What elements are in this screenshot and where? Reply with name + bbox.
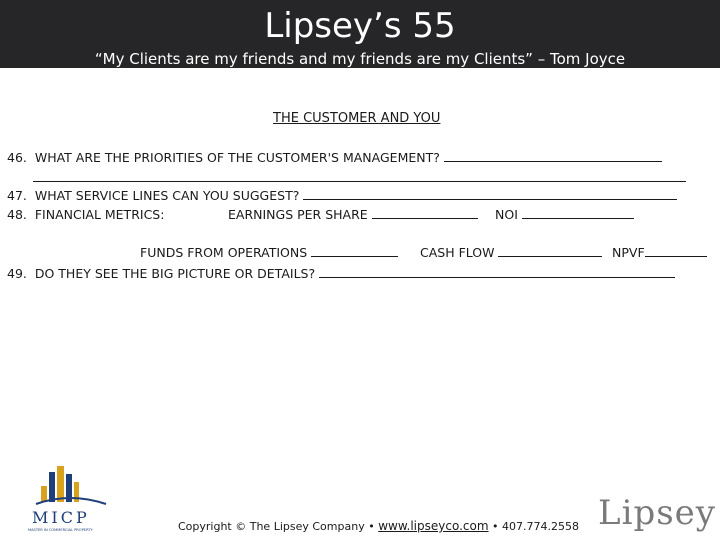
page-title: Lipsey’s 55 [264,6,456,46]
question-text: FINANCIAL METRICS: [34,207,165,222]
answer-blank[interactable] [522,208,634,219]
metric-npvf [612,245,707,260]
answer-line[interactable] [33,181,686,182]
answer-blank[interactable] [303,189,677,200]
metric-eps [228,207,478,222]
question-text: WHAT ARE THE PRIORITIES OF THE CUSTOMER'S MANAGEMENT? [34,150,440,165]
question-text: DO THEY SEE THE BIG PICTURE OR DETAILS? [34,266,316,281]
footer-website-link[interactable]: www.lipseyco.com [378,519,489,533]
question-49 [7,266,675,281]
metric-label: EARNINGS PER SHARE [228,207,368,222]
micp-logo-text: MICP [32,508,90,527]
footer [178,519,579,533]
micp-logo-tagline: MASTER IN COMMERCIAL PROPERTY [28,528,93,532]
lipsey-logo: Lipsey [598,493,716,533]
metric-label: NPVF [612,245,645,260]
answer-blank[interactable] [444,151,662,162]
question-text: WHAT SERVICE LINES CAN YOU SUGGEST? [34,188,300,203]
question-number: 48. [7,207,27,222]
metric-noi [495,207,634,222]
header-banner [0,0,720,68]
section-title: THE CUSTOMER AND YOU [273,111,441,126]
answer-blank[interactable] [319,267,675,278]
metric-label: NOI [495,207,518,222]
question-number: 49. [7,266,27,281]
metric-ffo [140,245,398,260]
metric-label: CASH FLOW [420,245,495,260]
answer-blank[interactable] [498,246,602,257]
metric-cash-flow [420,245,602,260]
page-subtitle-quote: “My Clients are my friends and my friends are my Clients” – Tom Joyce [94,50,626,68]
micp-logo [28,462,112,536]
answer-blank[interactable] [645,246,707,257]
answer-blank[interactable] [372,208,478,219]
metric-label: FUNDS FROM OPERATIONS [140,245,308,260]
question-47 [7,188,677,203]
question-46 [7,150,662,165]
answer-blank[interactable] [311,246,398,257]
footer-copyright: Copyright © The Lipsey Company • [178,520,375,533]
question-48 [7,207,164,222]
footer-phone: • 407.774.2558 [492,520,580,533]
question-number: 46. [7,150,27,165]
question-number: 47. [7,188,27,203]
